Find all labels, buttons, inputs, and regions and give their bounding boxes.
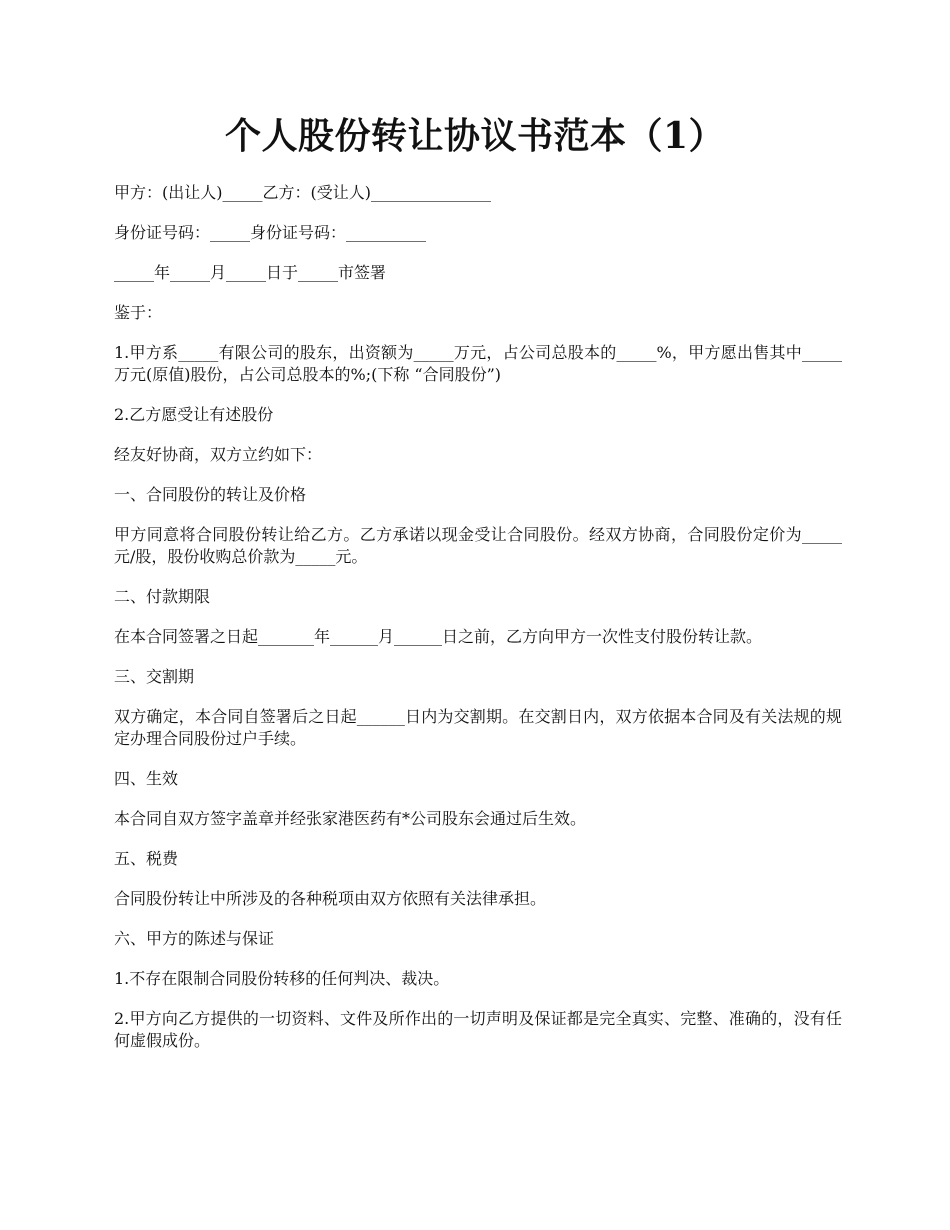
section-1-heading: 一、合同股份的转让及价格 [114,485,307,504]
id-number-line: 身份证号码：_____身份证号码：__________ [114,223,427,242]
section-4-heading: 四、生效 [114,769,179,788]
section-6-item-2: 2.甲方向乙方提供的一切资料、文件及所作出的一切声明及保证都是完全真实、完整、准确的，没有任何虚假成份。 [114,1009,842,1050]
section-5-heading: 五、税费 [114,849,179,868]
document-body [114,182,842,1070]
party-names-line: 甲方：(出让人)_____乙方：(受让人)_______________ [114,183,491,202]
section-6-heading: 六、甲方的陈述与保证 [114,929,275,948]
section-3-body: 双方确定，本合同自签署后之日起______日内为交割期。在交割日内，双方依据本合同及有关法规的规定办理合同股份过户手续。 [114,707,842,748]
section-2-body: 在本合同签署之日起_______年______月______日之前，乙方向甲方一次性支付股份转让款。 [114,627,763,646]
section-3-heading: 三、交割期 [114,667,195,686]
whereas-clause-1: 1.甲方系_____有限公司的股东，出资额为_____万元，占公司总股本的_____%，甲方愿出售其中_____万元(原值)股份，占公司总股本的%;(下称 “合同股份”) [114,343,842,384]
whereas-clause-2: 2.乙方愿受让有述股份 [114,405,274,424]
whereas-heading: 鉴于： [114,303,163,322]
section-6-item-1: 1.不存在限制合同股份转移的任何判决、裁决。 [114,969,450,988]
signing-date-line: _____年_____月_____日于_____市签署 [114,263,387,282]
section-1-body: 甲方同意将合同股份转让给乙方。乙方承诺以现金受让合同股份。经双方协商，合同股份定价为_____元/股，股份收购总价款为_____元。 [114,525,842,566]
section-2-heading: 二、付款期限 [114,587,211,606]
section-4-body: 本合同自双方签字盖章并经张家港医药有*公司股东会通过后生效。 [114,809,587,828]
document-title: 个人股份转让协议书范本（1） [224,115,726,157]
agreement-intro: 经友好协商，双方立约如下： [114,445,323,464]
section-5-body: 合同股份转让中所涉及的各种税项由双方依照有关法律承担。 [114,889,547,908]
